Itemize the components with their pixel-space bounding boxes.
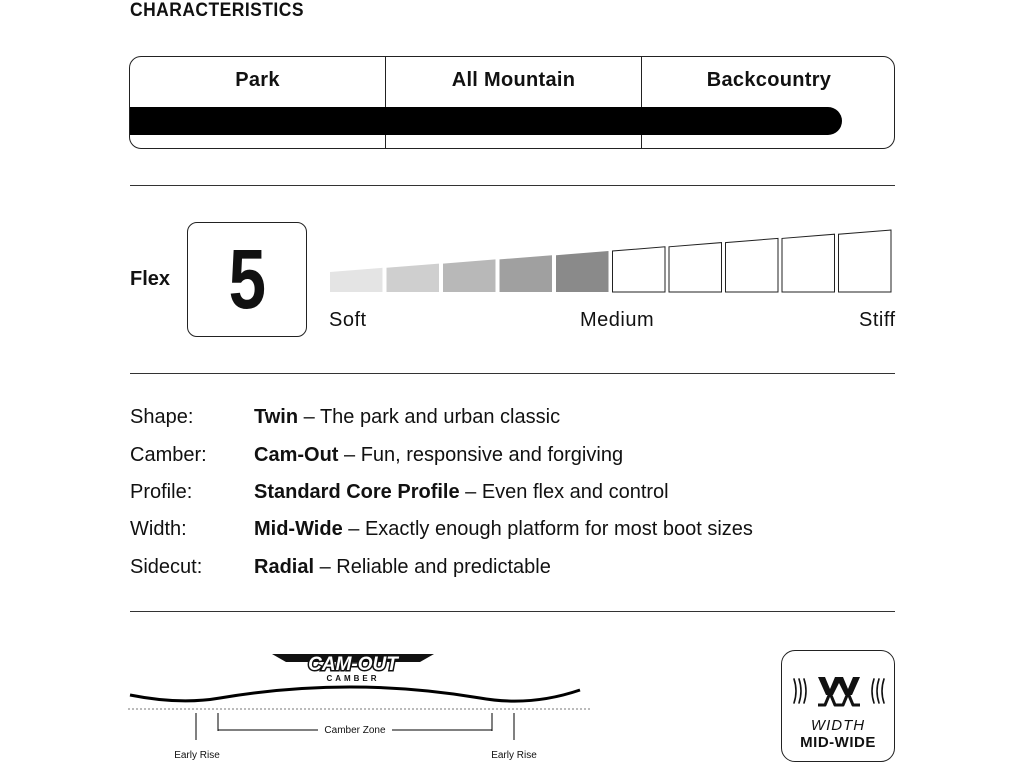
mid-wide-width-icon <box>790 669 888 713</box>
flex-segment <box>613 247 666 292</box>
camber-profile-diagram <box>120 680 600 765</box>
terrain-label-park: Park <box>235 69 280 91</box>
terrain-label-all-mountain: All Mountain <box>451 69 576 91</box>
flex-scale-stiff: Stiff <box>859 309 896 331</box>
terrain-coverage-bar <box>130 107 842 135</box>
width-badge <box>781 650 895 762</box>
divider <box>130 185 895 186</box>
flex-segment <box>839 230 892 292</box>
flex-segment <box>500 255 553 292</box>
early-rise-right-label: Early Rise <box>491 750 537 761</box>
flex-segment <box>669 243 722 292</box>
spec-value <box>254 518 753 541</box>
terrain-chart <box>129 56 895 149</box>
spec-value-desc: – The park and urban classic <box>298 406 561 428</box>
spec-key: Width: <box>130 518 187 540</box>
flex-segment <box>443 259 496 292</box>
width-badge-title: WIDTH <box>810 717 866 734</box>
section-title: CHARACTERISTICS <box>130 0 304 21</box>
flex-scale-soft: Soft <box>329 309 367 331</box>
spec-key: Shape: <box>130 406 194 428</box>
spec-key: Sidecut: <box>130 556 203 578</box>
spec-value-name: Cam-Out <box>254 444 339 466</box>
flex-segment <box>387 264 440 292</box>
flex-scale <box>328 228 898 296</box>
flex-segment <box>726 238 779 292</box>
spec-key: Camber: <box>130 444 207 466</box>
flex-label: Flex <box>130 268 171 290</box>
spec-value-desc: – Even flex and control <box>459 481 669 503</box>
divider <box>130 611 895 612</box>
flex-segment <box>556 251 609 292</box>
flex-segment <box>330 268 383 292</box>
spec-value-name: Standard Core Profile <box>254 481 460 503</box>
spec-value-name: Twin <box>254 406 299 428</box>
flex-value-box <box>187 222 307 337</box>
flex-value: 5 <box>228 232 266 326</box>
camber-logo-main: CAM-OUT <box>308 654 398 675</box>
spec-key: Profile: <box>130 481 193 503</box>
terrain-label-backcountry: Backcountry <box>706 69 832 91</box>
spec-value <box>254 481 669 504</box>
spec-value <box>254 406 560 429</box>
spec-value-name: Radial <box>254 556 315 578</box>
spec-value-desc: – Exactly enough platform for most boot sizes <box>342 518 753 540</box>
spec-value <box>254 556 551 579</box>
spec-value <box>254 444 623 467</box>
camber-logo-sub: CAMBER <box>326 674 380 683</box>
flex-segment <box>782 234 835 292</box>
spec-value-desc: – Fun, responsive and forgiving <box>338 444 624 466</box>
flex-scale-medium: Medium <box>580 309 655 331</box>
early-rise-left-label: Early Rise <box>174 750 220 761</box>
camber-zone-label: Camber Zone <box>324 725 386 736</box>
spec-value-name: Mid-Wide <box>254 518 343 540</box>
spec-value-desc: – Reliable and predictable <box>314 556 551 578</box>
width-badge-value: MID-WIDE <box>800 734 876 751</box>
cam-out-camber-logo <box>270 650 436 684</box>
divider <box>130 373 895 374</box>
